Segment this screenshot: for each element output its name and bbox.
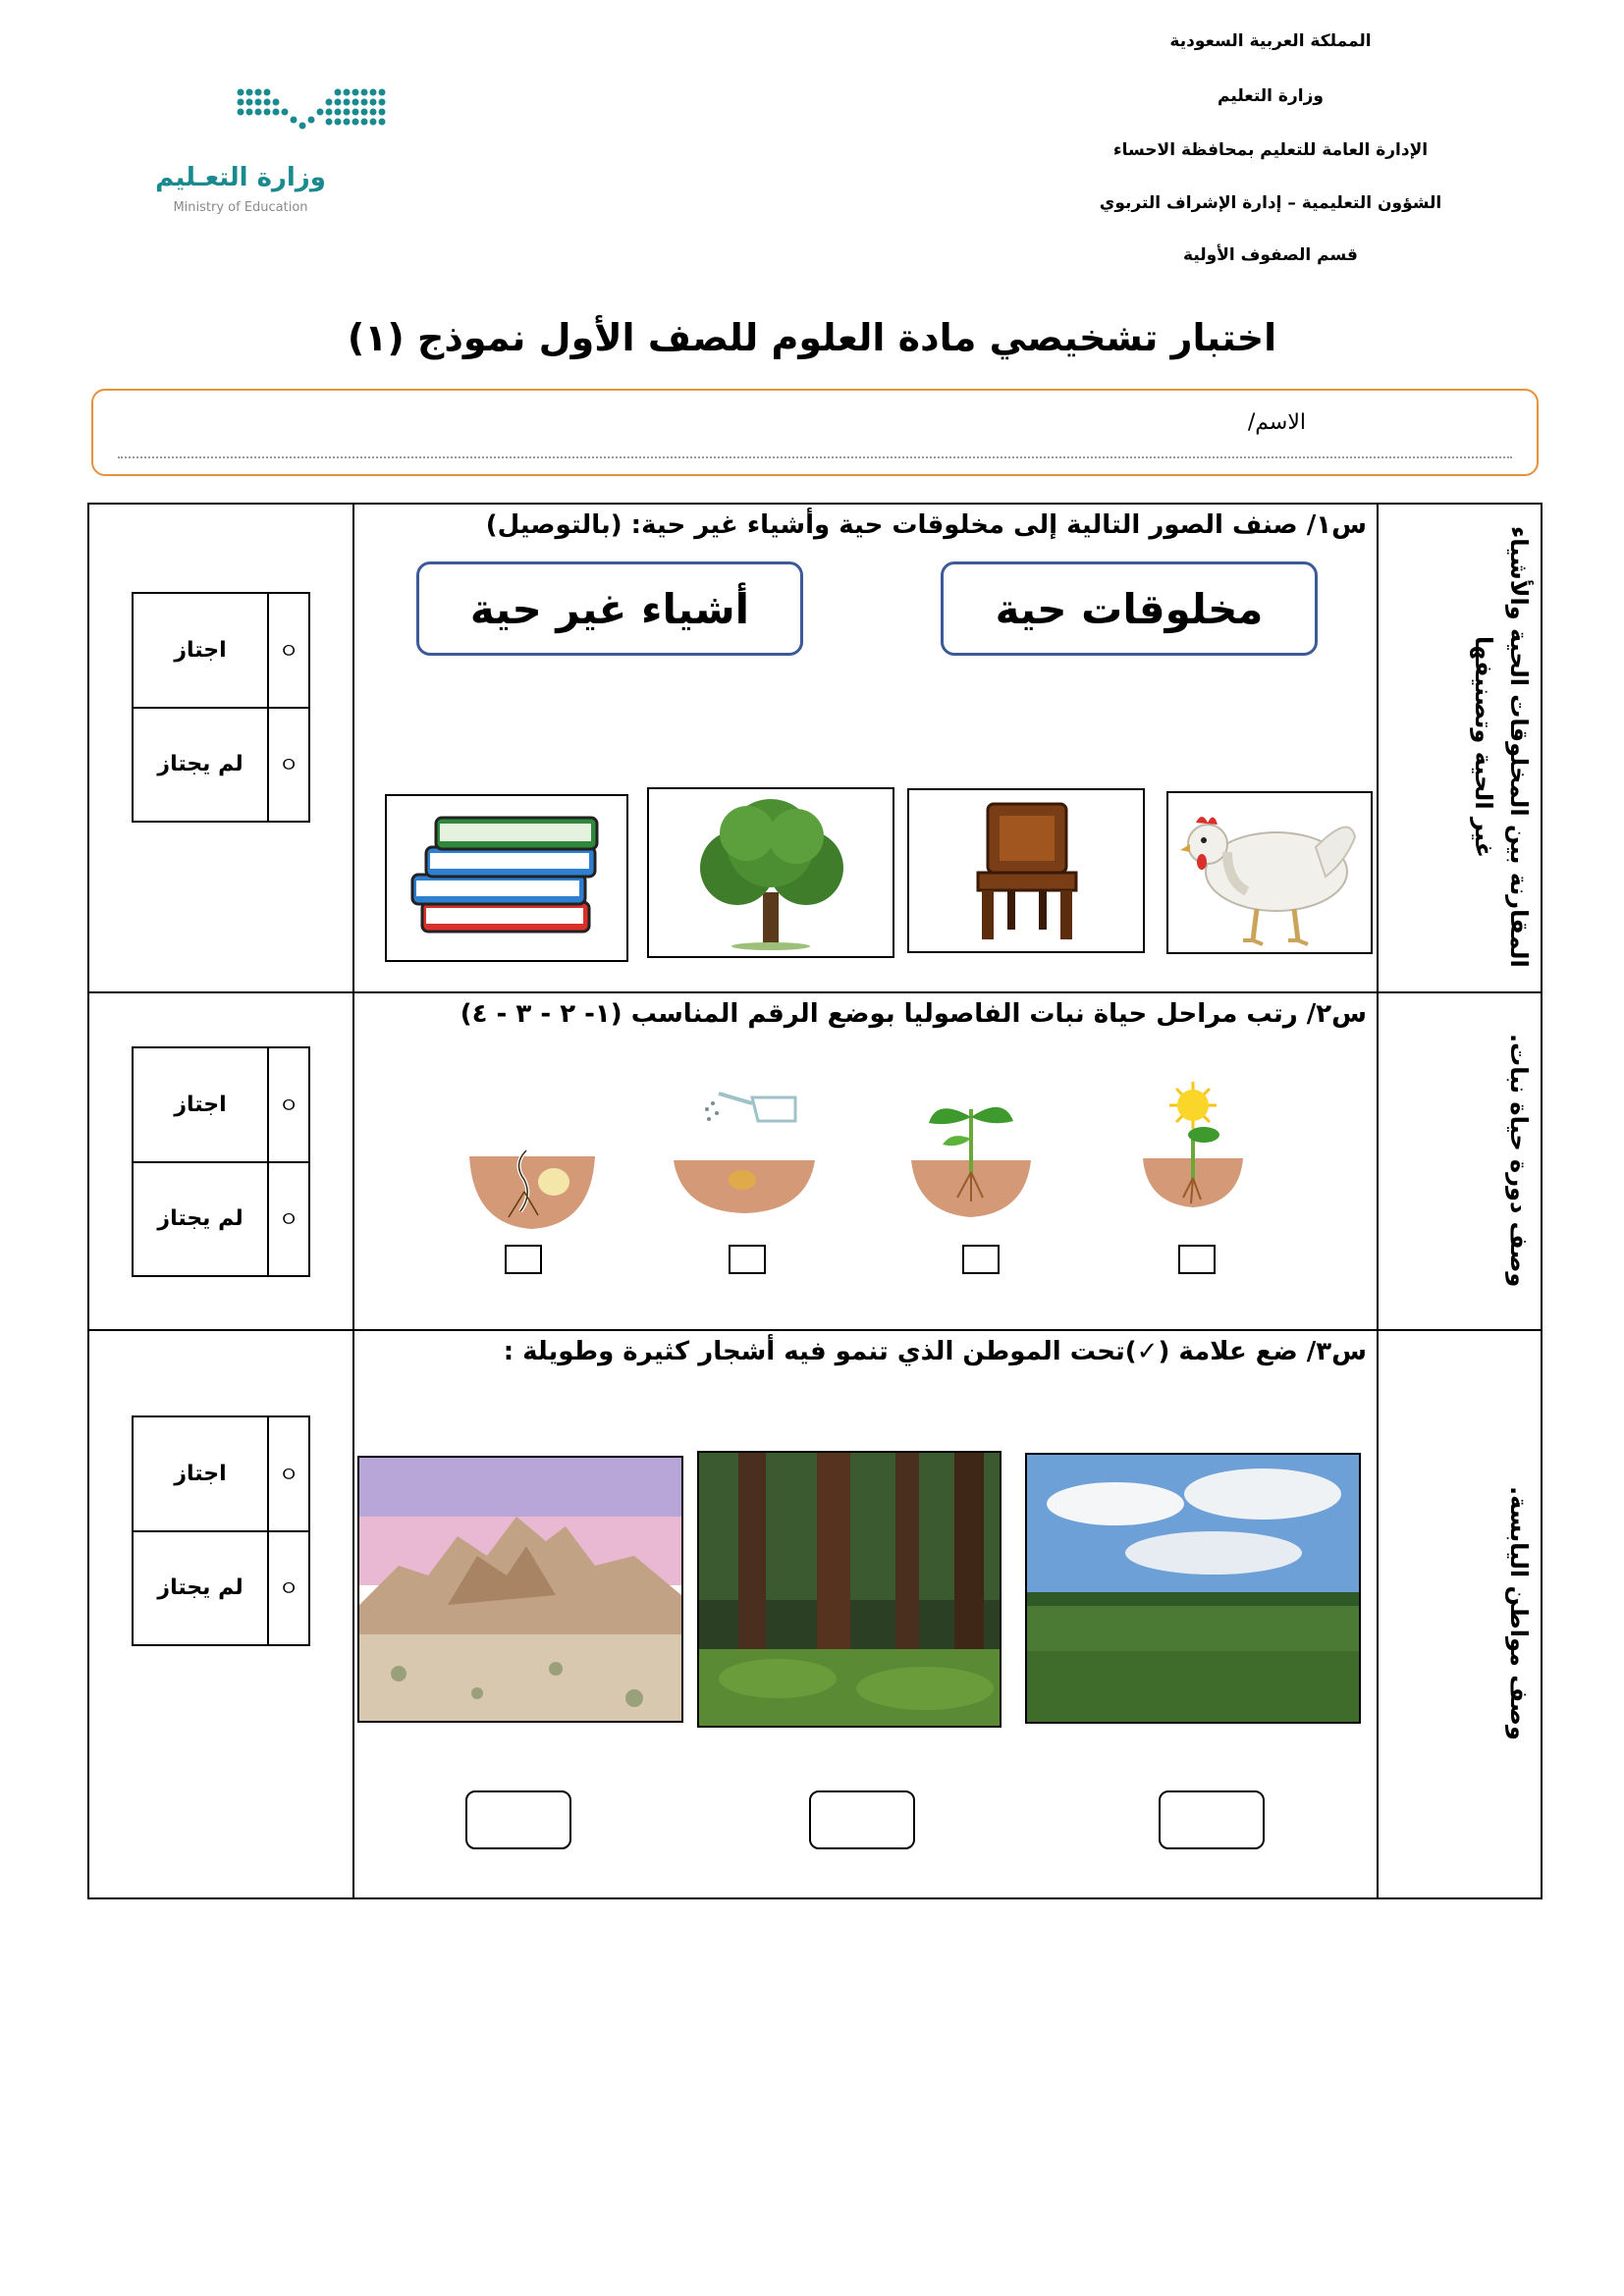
grading-box-q2 xyxy=(132,1046,310,1277)
fail-label: لم يجتاز xyxy=(134,1162,269,1275)
books-icon xyxy=(387,796,626,960)
header-line-3: الإدارة العامة للتعليم بمحافظة الاحساء xyxy=(1112,140,1429,160)
order-box-4[interactable] xyxy=(505,1245,542,1274)
order-box-3[interactable] xyxy=(729,1245,766,1274)
name-field-dotted-line xyxy=(118,456,1512,458)
fail-mark[interactable]: ㅇ xyxy=(278,1208,299,1233)
order-box-1[interactable] xyxy=(1178,1245,1216,1274)
header-line-4: الشؤون التعليمية – إدارة الإشراف التربوي xyxy=(1099,193,1442,213)
logo-arabic-text: وزارة التعـليم xyxy=(155,163,326,192)
desert-icon xyxy=(359,1458,681,1721)
question-2-text: س٢/ رتب مراحل حياة نبات الفاصوليا بوضع الرقم المناسب (١- ٢ - ٣ - ٤) xyxy=(460,999,1367,1029)
header-line-5: قسم الصفوف الأولية xyxy=(1183,245,1358,265)
page-title: اختبار تشخيصي مادة العلوم للصف الأول نموذج (١) xyxy=(347,316,1277,359)
ministry-logo-icon xyxy=(236,86,393,147)
pass-mark[interactable]: ㅇ xyxy=(278,640,299,665)
name-field-label: الاسم/ xyxy=(1247,410,1306,435)
header-line-2: وزارة التعليم xyxy=(1218,86,1324,106)
pass-mark[interactable]: ㅇ xyxy=(278,1464,299,1488)
order-box-2[interactable] xyxy=(962,1245,1000,1274)
grassland-icon xyxy=(1027,1455,1359,1722)
hen-icon xyxy=(1168,793,1371,952)
fail-label: لم يجتاز xyxy=(134,1531,269,1644)
pass-label: اجتاز xyxy=(134,1048,269,1161)
image-books[interactable] xyxy=(385,794,628,962)
tree-icon xyxy=(649,789,893,956)
category-living[interactable]: مخلوقات حية xyxy=(941,561,1318,656)
question-1-text: س١/ صنف الصور التالية إلى مخلوقات حية وأشياء غير حية: (بالتوصيل) xyxy=(485,510,1367,540)
name-field[interactable] xyxy=(91,389,1539,476)
image-forest[interactable] xyxy=(697,1451,1001,1728)
sprout-sun-icon[interactable] xyxy=(1139,1080,1247,1209)
question-3-text: س٣/ ضع علامة (✓)تحت الموطن الذي تنمو فيه أشجار كثيرة وطويلة : xyxy=(503,1337,1367,1366)
header-line-1: المملكة العربية السعودية xyxy=(1169,31,1372,51)
image-grassland[interactable] xyxy=(1025,1453,1361,1724)
chair-icon xyxy=(909,790,1143,951)
answer-box-desert[interactable] xyxy=(465,1790,571,1849)
forest-icon xyxy=(699,1453,1000,1726)
pass-label: اجتاز xyxy=(134,1417,269,1530)
seedling-icon[interactable] xyxy=(907,1090,1035,1219)
fail-mark[interactable]: ㅇ xyxy=(278,754,299,778)
watering-seed-icon[interactable] xyxy=(670,1086,819,1215)
grading-box-q1 xyxy=(132,592,310,823)
logo-english-text: Ministry of Education xyxy=(173,200,308,215)
image-tree[interactable] xyxy=(647,787,894,958)
answer-box-forest[interactable] xyxy=(809,1790,915,1849)
pass-label: اجتاز xyxy=(134,594,269,707)
pass-mark[interactable]: ㅇ xyxy=(278,1095,299,1119)
ministry-logo xyxy=(147,86,334,224)
skill-label-q1: المقارنة بين المخلوقات الحية والأشياء غير الحية وتصنيفها xyxy=(1470,526,1533,968)
image-chair[interactable] xyxy=(907,788,1145,953)
germinating-seed-icon[interactable] xyxy=(465,1101,599,1231)
answer-box-grassland[interactable] xyxy=(1159,1790,1265,1849)
fail-label: لم يجتاز xyxy=(134,708,269,821)
image-desert[interactable] xyxy=(357,1456,683,1723)
fail-mark[interactable]: ㅇ xyxy=(278,1577,299,1602)
image-hen[interactable] xyxy=(1166,791,1373,954)
skill-label-q2: وصف دورة حياة نبات. xyxy=(1505,1033,1533,1288)
skill-label-q3: وصف مواطن اليابسة. xyxy=(1505,1485,1533,1740)
grading-box-q3 xyxy=(132,1415,310,1646)
category-nonliving[interactable]: أشياء غير حية xyxy=(416,561,803,656)
